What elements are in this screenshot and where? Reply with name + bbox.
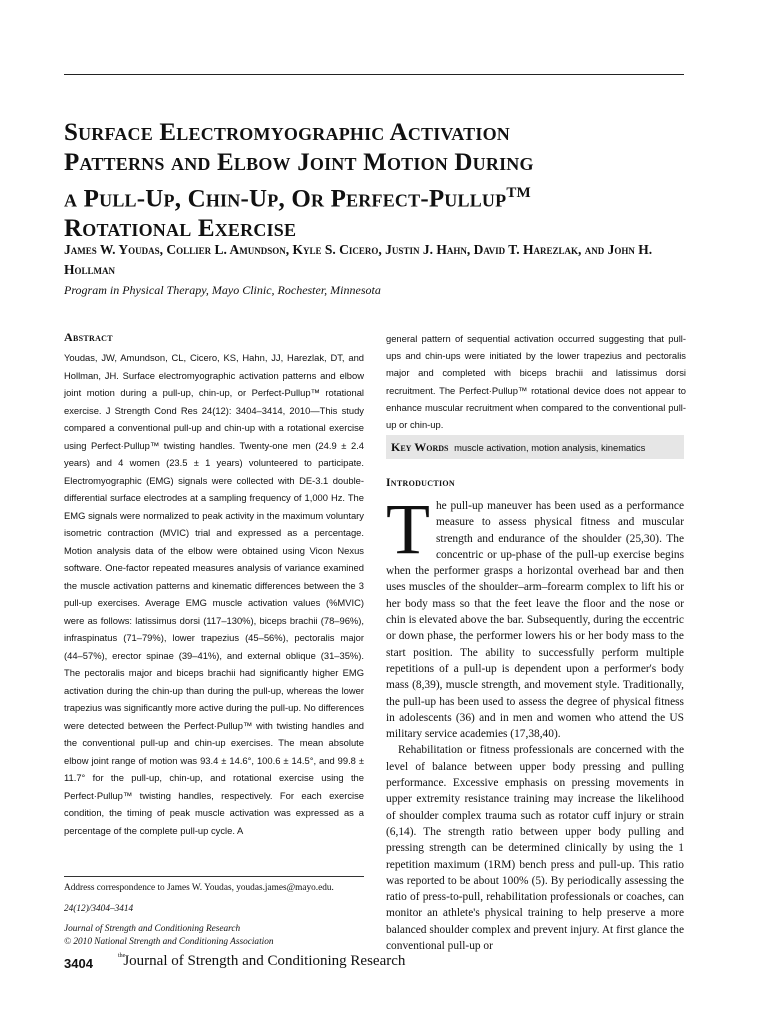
abstract-heading: Abstract bbox=[64, 330, 113, 344]
journal-footer-logo bbox=[118, 953, 405, 970]
article-title bbox=[64, 118, 704, 244]
header-rule bbox=[64, 74, 684, 75]
footnote-rule bbox=[64, 876, 364, 877]
title-line-3: a Pull-Up, Chin-Up, Or Perfect-Pullup™ bbox=[64, 185, 531, 213]
abstract-continued: general pattern of sequential activation occurred suggesting that pull-ups and chin-ups were initiated by the lower trapezius and pectoralis major and completed with biceps brachii and latissimus dorsi recruitment. The Perfect·Pullup™ rotational device does not appear to enhance muscular recruitment when compared to the conventional pull-up or chin-up. bbox=[386, 333, 686, 431]
title-line-4: Rotational Exercise bbox=[64, 215, 297, 243]
author-list: James W. Youdas, Collier L. Amundson, Kyle S. Cicero, Justin J. Hahn, David T. Harezlak, and John H. Hollman bbox=[64, 242, 653, 277]
footnote bbox=[64, 882, 374, 948]
affiliation: Program in Physical Therapy, Mayo Clinic, Rochester, Minnesota bbox=[64, 283, 381, 297]
title-line-2: Patterns and Elbow Joint Motion During bbox=[64, 149, 534, 176]
introduction-heading: Introduction bbox=[386, 477, 455, 489]
footnote-journal: Journal of Strength and Conditioning Research bbox=[64, 924, 241, 934]
drop-cap: T bbox=[386, 489, 430, 569]
keywords-label: Key Words bbox=[391, 440, 449, 454]
page-number: 3404 bbox=[64, 956, 93, 971]
introduction-body bbox=[386, 489, 684, 954]
keywords-text: muscle activation, motion analysis, kinematics bbox=[454, 442, 646, 453]
correspondence-note: Address correspondence to James W. Youdas, youdas.james@mayo.edu. bbox=[64, 883, 334, 893]
journal-footer-name: Journal of Strength and Conditioning Research bbox=[123, 953, 406, 969]
journal-the: the bbox=[118, 953, 126, 959]
intro-paragraph-2: Rehabilitation or fitness professionals are concerned with the level of balance between upper body pressing and pulling performance. Excessive emphasis on pressing movements in upper extremity resistance training may increase the likelihood of shoulder complex trauma such as rotator cuff injury or strain (6,14). The strength ratio between upper body pulling and pressing strength can be determined clinically by using the 1 repetition maximum (1RM) bench press and pull-up. This ratio was reported to be about 100% (5). By periodically assessing the ratio of press-to-pull, rehabilitation professionals or coaches, can monitor an athlete's physical training to help preserve a more balanced shoulder complex and prevent injury. At first glance the conventional pull-up or bbox=[386, 744, 684, 953]
trademark-superscript: TM bbox=[506, 185, 531, 201]
keywords-box bbox=[386, 435, 684, 459]
intro-paragraph-1: he pull-up maneuver has been used as a performance measure to assess physical fitness and muscular strength and endurance of the shoulder (25,30). The concentric or up-phase of the pull-up exercise begins when the performer grasps a horizontal overhead bar and then uses muscles of the shoulder–arm–forearm complex to lift his or her body mass so that the feet leave the floor and the nose or chin is elevated above the bar. Subsequently, during the eccentric or down phase, the performer lowers his or her body mass to the start position. The ability to successfully perform multiple repetitions of a pull-up is dependent upon a performer's body mass (8,39), muscle strength, and movement style. Traditionally, the pull-up has been used to assess the degree of physical fitness in adolescents (36) and in men and women who attend the US military service academies (17,38,40). bbox=[386, 500, 684, 741]
title-line-1: Surface Electromyographic Activation bbox=[64, 119, 510, 146]
copyright-notice: © 2010 National Strength and Conditioning Association bbox=[64, 936, 274, 947]
abstract-text: Youdas, JW, Amundson, CL, Cicero, KS, Hahn, JJ, Harezlak, DT, and Hollman, JH. Surface electromyographic activation patterns and elbow joint motion during a pull-up, chin-up, or Perfect-Pullup™ rotational exercise. J Strength Cond Res 24(12): 3404–3414, 2010—This study compared a conventional pull-up and chin-up with a rotational exercise using Perfect·Pullup™ twisting handles. Twenty-one men (24.9 ± 2.4 years) and 4 women (23.5 ± 1 years) volunteered to participate. Electromyographic (EMG) signals were collected with DE-3.1 double-differential surface electrodes at a sampling frequency of 1,000 Hz. The EMG signals were normalized to peak activity in the maximum voluntary isometric contraction (MVIC) trial and expressed as a percentage. Motion analysis data of the elbow were obtained using Vicon Nexus software. One-factor repeated measures analysis of variance examined the muscle activation patterns and kinematic differences between the 3 pull-up exercises. Average EMG muscle activation values (%MVIC) were as follows: latissimus dorsi (117–130%), biceps brachii (78–96%), infraspinatus (71–79%), lower trapezius (45–56%), pectoralis major (44–57%), erector spinae (39–41%), and external oblique (31–35%). The pectoralis major and biceps brachii had significantly higher EMG activation during the chin-up than during the pull-up, whereas the lower trapezius was significantly more active during the pull-up. No differences were detected between the Perfect·Pullup™ with twisting handles and the conventional pull-up and chin-up exercises. The mean absolute elbow joint range of motion was 93.4 ± 14.6°, 100.6 ± 14.5°, and 99.8 ± 11.7° for the pull-up, chin-up, and rotational exercise using the Perfect·Pullup™ twisting handles, respectively. For each exercise condition, the timing of peak muscle activation was expressed as a percentage of the complete pull-up cycle. A bbox=[64, 352, 364, 836]
citation-code: 24(12)/3404–3414 bbox=[64, 903, 134, 914]
